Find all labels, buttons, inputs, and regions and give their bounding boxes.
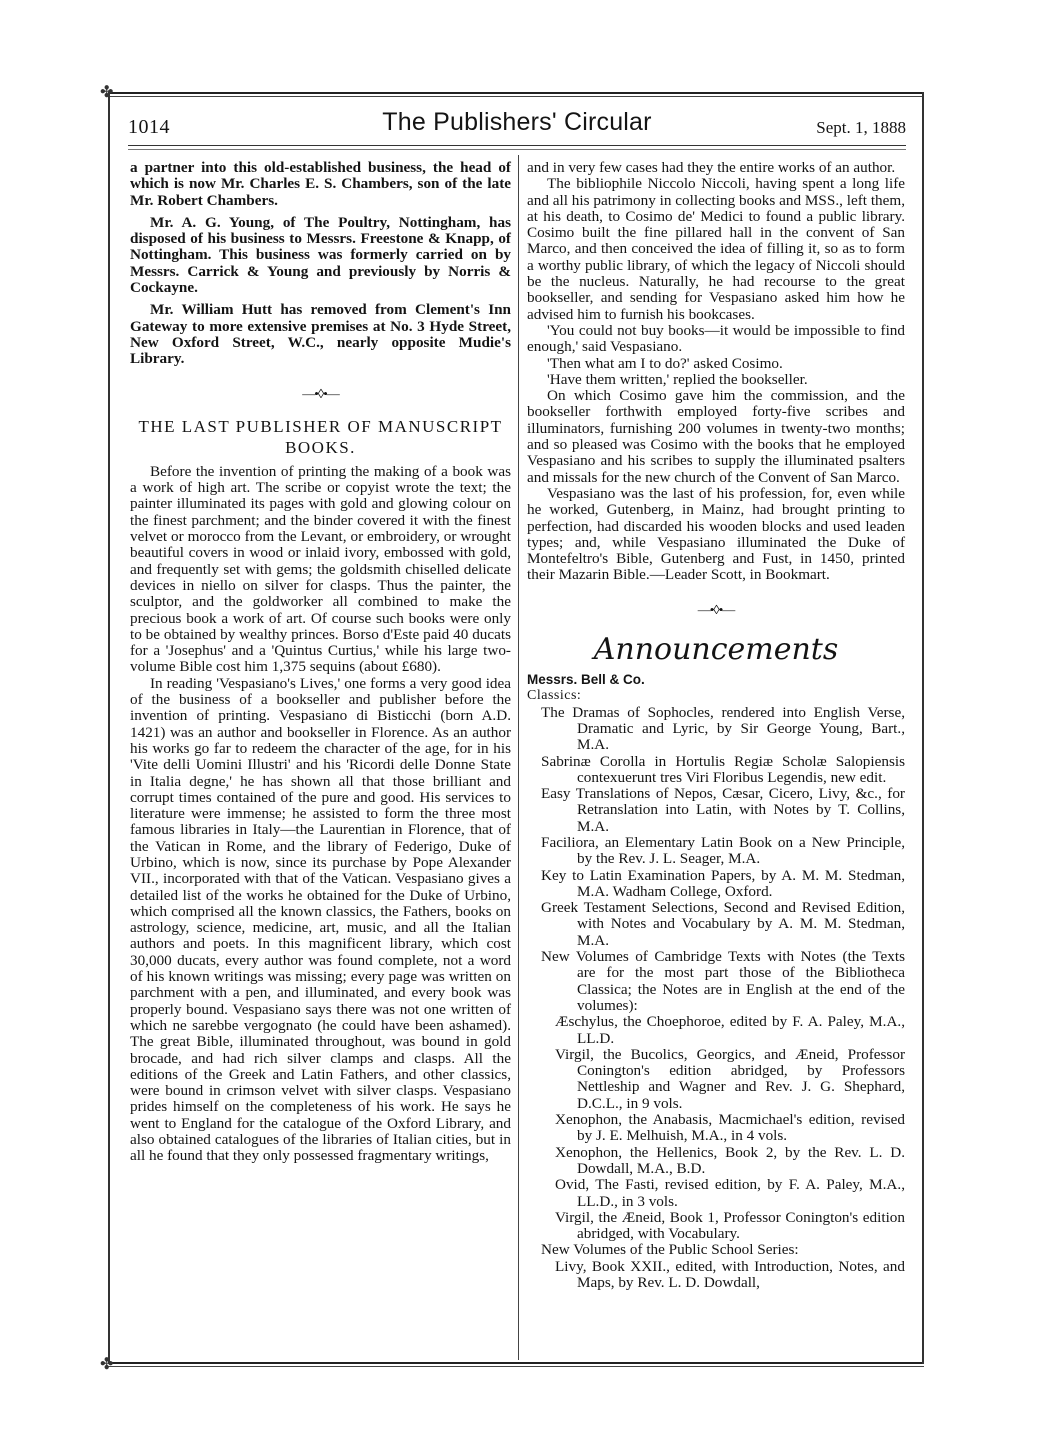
article-paragraph: In reading 'Vespasiano's Lives,' one forms a very good idea of the business of a bookseller and publisher before the invention of printing. Vespasiano di Bisticchi (born A.D. 1421) was an author and bookseller in Florence. As an author his works go far to redeem the character of the age, for in his 'Vite delli Uomini Illustri' and his 'Ricordi delle Donne State in Italia degne,' he has shown all that those brilliant and corrupt times contained of the pure and good. His services to literature were immense; he assisted to form the three most famous libraries in Italy—the Laurentian in Florence, that of the Vatican in Rome, and the library of Federigo, Duke of Urbino, which is now, since its purchase by Pope Alexander VII., incorporated with that of the Vatican. Vespasiano gives a detailed list of the works he obtained for the Duke of Urbino, which comprised all the known classics, the Fathers, books on astrology, science, medicine, art, music, and all the Italian authors and poets. In this magnificent library, which cost 30,000 ducats, every author was found complete, not a word of his known writings was missing; every page was written on parchment with a pen, and illuminated, and every book was properly bound. Vespasiano says there was not one written of which ne sarebbe vergognato (he could have been ashamed). The great Bible, illuminated throughout, was bound in gold brocade, and had rich silver clamps and clasps. All the editions of the Greek and Latin Fathers, and other classics, were bound in crimson velvet with silver clasps. Vespasiano prides himself on the completeness of his work. He says he went to England for the catalogue of the Oxford Library, and also obtained catalogues of the libraries of Italian cities, but in all he found that they only possessed fragmentary writings, [130,674,511,1165]
running-title: The Publishers' Circular [382,108,652,136]
header-rule [128,145,906,146]
article-paragraph: 'Then what am I to do?' asked Cosimo. [547,354,783,372]
page-border-top [108,92,924,94]
book-entry: Faciliora, an Elementary Latin Book on a New Principle, by the Rev. J. L. Seager, M.A. [541,833,905,868]
page-border-left [108,92,110,1364]
announcements-heading: Announcements [593,632,839,668]
article-paragraph: 'You could not buy books—it would be impossible to find enough,' said Vespasiano. [527,321,905,356]
book-sub-entry: Ovid, The Fasti, revised edition, by F. A. Paley, M.A., LL.D., in 3 vols. [555,1176,905,1210]
left-column [130,160,511,1165]
book-entry: Easy Translations of Nepos, Cæsar, Cicero, Livy, &c., for Retranslation into Latin, with Notes by T. Collins, M.A. [541,785,905,835]
book-entry: Sabrinæ Corolla in Hortulis Regiæ Scholæ Salopiensis contexuerunt tres Viri Floribus Legendis, new edit. [541,752,905,786]
article-paragraph: On which Cosimo gave him the commission, and the bookseller forthwith employed forty-five scribes and illuminators, furnishing 200 volumes in twenty-two months; and so pleased was Cosimo with the books that he employed Vespasiano and his scribes to supply the illuminated psalters and missals for the new church of the Convent of San Marco. [527,387,905,486]
right-column [527,160,905,1291]
book-sub-entry: Xenophon, the Hellenics, Book 2, by the Rev. L. D. Dowdall, M.A., B.D. [555,1143,905,1177]
column-divider [518,155,519,1360]
page-border-bottom [108,1362,924,1364]
notice-paragraph: Mr. A. G. Young, of The Poultry, Nottingham, has disposed of his business to Messrs. Freestone & Knapp, of Nottingham. This business was formerly carried on by Messrs. Carrick & Young and previously by Norris & Cockayne. [130,213,511,297]
header-rule [128,149,906,150]
issue-date: Sept. 1, 1888 [816,118,906,137]
book-entry: Key to Latin Examination Papers, by A. M. M. Stedman, M.A. Wadham College, Oxford. [541,866,905,900]
page-header [128,108,906,142]
corner-ornament-icon: ✤ [100,84,114,101]
notice-paragraph: Mr. William Hutt has removed from Clement's Inn Gateway to more extensive premises at No. 3 Hyde Street, New Oxford Street, W.C., nearly opposite Mudie's Library. [130,301,511,368]
book-sub-entry: Æschylus, the Choephoroe, edited by F. A. Paley, M.A., LL.D. [555,1013,905,1047]
article-paragraph: 'Have them written,' replied the bookseller. [547,370,808,388]
book-sub-entry: Livy, Book XXII., edited, with Introduction, Notes, and Maps, by Rev. L. D. Dowdall, [555,1257,905,1291]
book-sub-entry: Virgil, the Bucolics, Georgics, and Æneid, Professor Conington's edition abridged, by Professors Nettleship and Wagner and Rev. J. G. Shephard, D.C.L., in 9 vols. [555,1045,905,1112]
page-number: 1014 [128,116,170,138]
publisher-name: Messrs. Bell & Co. [527,672,645,688]
book-sub-entry: Xenophon, the Anabasis, Macmichael's edition, revised by J. E. Melhuish, M.A., in 4 vols. [555,1111,905,1145]
article-title: THE LAST PUBLISHER OF MANUSCRIPT BOOKS. [138,416,503,457]
article-paragraph: The bibliophile Niccolo Niccoli, having spent a long life and all his patrimony in collecting books and MSS., left them, at his death, to Cosimo de' Medici to found a public library. Cosimo built the fine pillared hall in the convent of San Marco, and then conceived the idea of filling it, so as to form a worthy public library, of which the legacy of Niccoli should be the nucleus. Naturally, he had recourse to the great bookseller, and sending for Vespasiano asked him how he advised him to furnish his bookcases. [527,175,905,323]
article-paragraph: and in very few cases had they the entire works of an author. [527,159,896,176]
notice-paragraph: a partner into this old-established business, the head of which is now Mr. Charles E. S. Chambers, son of the late Mr. Robert Chambers. [130,159,511,209]
page-border-right [922,92,924,1364]
category-label: Classics: [527,688,582,704]
article-paragraph: Before the invention of printing the making of a book was a work of high art. The scribe or copyist wrote the text; the painter illuminated its pages with gold and glowing colour on the finest parchment; and the binder covered it with the finest velvet or morocco from the Levant, or embroidery, or wrought beautiful covers in wood or inlaid ivory, embossed with gold, and frequently set with gems; the goldsmith chiselled delicate devices in niello on silver for clasps. Thus the painter, the sculptor, and the goldworker all combined to make the precious book a work of art. Of course such books were only to be obtained by wealthy princes. Borso d'Este paid 40 ducats for a 'Josephus' and a 'Quintus Curtius,' while his large two-volume Bible cost him 1,375 sequins (about £680). [130,462,511,676]
book-sub-entry: Virgil, the Æneid, Book 1, Professor Conington's edition abridged, with Vocabulary. [555,1208,905,1243]
section-ornament: —•◊•— [697,601,735,617]
book-entry: New Volumes of the Public School Series: [541,1241,799,1259]
article-paragraph: Vespasiano was the last of his profession, for, even while he worked, Gutenberg, in Mainz, had brought printing to perfection, had discarded his wooden blocks and used leaden types; and, while Vespasiano illuminated the Duke of Montefeltro's Bible, Gutenberg and Fust, in 1450, printed their Mazarin Bible.—Leader Scott, in Bookmart. [527,484,905,584]
book-entry: Greek Testament Selections, Second and Revised Edition, with Notes and Vocabulary by A. M. M. Stedman, M.A. [541,899,905,949]
book-entry: New Volumes of Cambridge Texts with Notes (the Texts are for the most part those of the Bibliotheca Classica; the Notes are in English at the end of the volumes): [541,948,905,1014]
corner-ornament-icon: ✤ [100,1356,114,1373]
book-entry: The Dramas of Sophocles, rendered into English Verse, Dramatic and Lyric, by Sir George Young, Bart., M.A. [541,703,905,754]
section-ornament: —•◊•— [302,385,339,401]
